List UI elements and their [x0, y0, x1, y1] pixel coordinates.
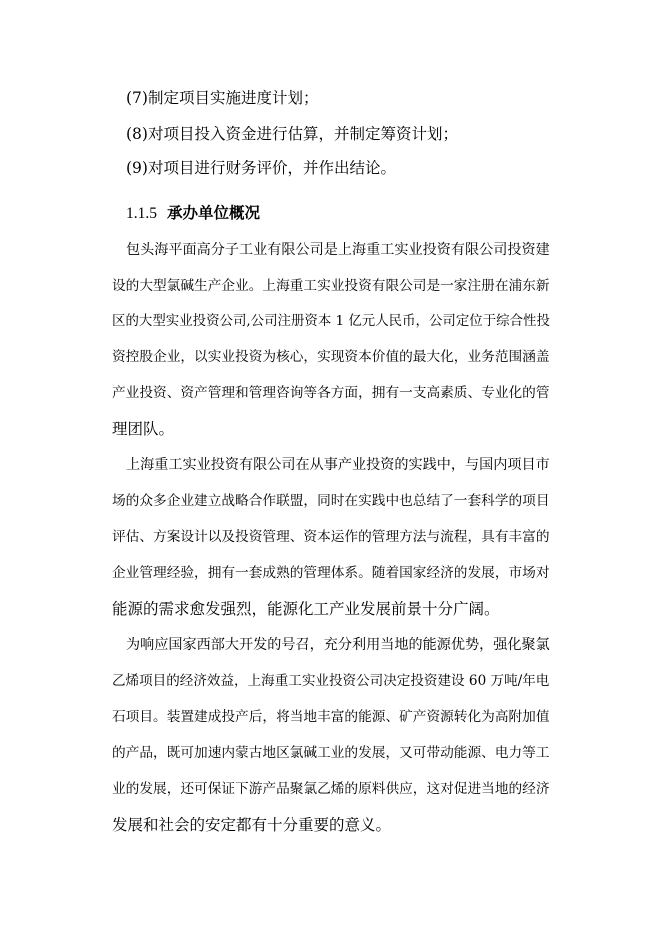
paragraph-1-line-4: 资控股企业，以实业投资为核心，实现资本价值的最大化，业务范围涵盖	[112, 349, 550, 365]
paragraph-2-line-1: 上海重工实业投资有限公司在从事产业投资的实践中，与国内项目市	[126, 457, 550, 473]
paragraph-3-line-6: 发展和社会的安定都有十分重要的意义。	[112, 816, 392, 834]
paragraph-1-line-3: 区的大型实业投资公司,公司注册资本 1 亿元人民币，公司定位于综合性投	[112, 314, 550, 329]
paragraph-3-line-4: 的产品，既可加速内蒙古地区氯碱工业的发展，又可带动能源、电力等工	[112, 745, 550, 761]
paragraph-2-line-5: 能源的需求愈发强烈，能源化工产业发展前景十分广阔。	[112, 600, 500, 618]
section-title: 承办单位概况	[167, 203, 261, 222]
paragraph-3-line-1: 为响应国家西部大开发的号召，充分利用当地的能源优势，强化聚氯	[126, 637, 550, 653]
list-item-7: (7)制定项目实施进度计划；	[126, 89, 319, 107]
paragraph-1-line-2: 设的大型氯碱生产企业。上海重工实业投资有限公司是一家注册在浦东新	[112, 278, 550, 294]
list-item-9: (9)对项目进行财务评价，并作出结论。	[126, 159, 396, 177]
paragraph-2-line-2: 场的众多企业建立战略合作联盟，同时在实践中也总结了一套科学的项目	[112, 493, 550, 509]
paragraph-2-line-3: 评估、方案设计以及投资管理、资本运作的管理方法与流程，具有丰富的	[112, 529, 550, 545]
paragraph-1-line-1: 包头海平面高分子工业有限公司是上海重工实业投资有限公司投资建	[126, 242, 550, 258]
paragraph-3-line-3: 石项目。装置建成投产后，将当地丰富的能源、矿产资源转化为高附加值	[112, 709, 550, 725]
paragraph-1-line-5: 产业投资、资产管理和管理咨询等各方面，拥有一支高素质、专业化的管	[112, 385, 550, 401]
paragraph-1-line-6: 理团队。	[112, 420, 175, 438]
paragraph-3-line-2: 乙烯项目的经济效益，上海重工实业投资公司决定投资建设 60 万吨/年电	[112, 673, 550, 689]
paragraph-3-line-5: 业的发展，还可保证下游产品聚氯乙烯的原料供应，这对促进当地的经济	[112, 781, 550, 797]
section-number: 1.1.5	[126, 205, 157, 222]
section-heading	[126, 203, 260, 224]
paragraph-2-line-4: 企业管理经验，拥有一套成熟的管理体系。随着国家经济的发展，市场对	[112, 565, 550, 581]
list-item-8: (8)对项目投入资金进行估算，并制定筹资计划；	[126, 125, 458, 143]
